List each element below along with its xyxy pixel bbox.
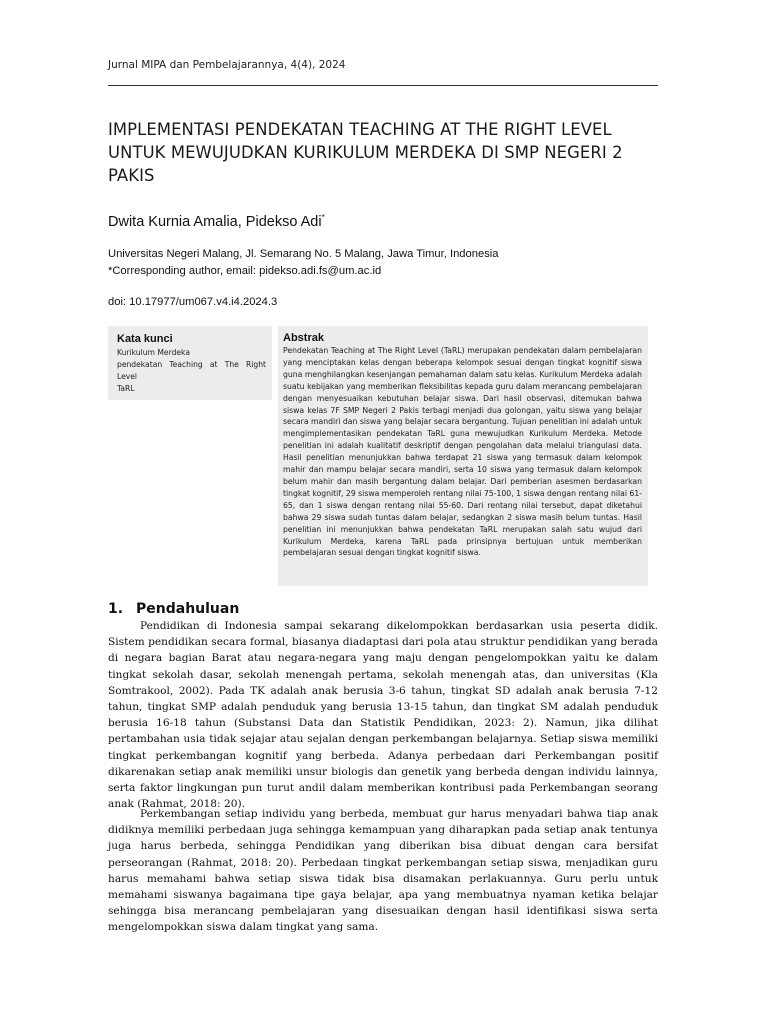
corresponding-mark: * bbox=[321, 213, 325, 222]
doi: doi: 10.17977/um067.v4.i4.2024.3 bbox=[108, 296, 278, 308]
section-heading bbox=[108, 601, 239, 617]
keyword-item: pendekatan Teaching at The Right Level bbox=[117, 360, 266, 381]
affiliation-block bbox=[108, 246, 499, 280]
author-line bbox=[108, 214, 325, 230]
keywords-heading: Kata kunci bbox=[117, 333, 173, 345]
abstract-text: Pendekatan Teaching at The Right Level (TaRL) merupakan pendekatan dalam pembelajaran yang menciptakan kelas dengan beberapa kelompok sesuai dengan tingkat kognitif siswa guna menghilangkan kesenjangan pemahaman dalam satu kelas. Kurikulum Merdeka adalah suatu kebijakan yang memberikan fleksibilitas kepada guru dalam merancang pembelajaran dengan menyesuaikan kebutuhan belajar siswa. Dari hasil observasi, ditemukan bahwa siswa kelas 7F SMP Negeri 2 Pakis terbagi menjadi dua golongan, yaitu siswa yang belajar secara mandiri dan siswa yang belajar secara bergantung. Tujuan penelitian ini adalah untuk mengimplementasikan pendekatan TaRL guna mewujudkan Kurikulum Merdeka. Metode penelitian ini adalah kualitatif deskriptif dengan pengolahan data melalui triangulasi data. Hasil penelitian menunjukkan bahwa terdapat 21 siswa yang termasuk dalam kelompok mahir dan mampu belajar secara mandiri, serta 10 siswa yang termasuk dalam kelompok belum mahir dan masih bergantung dalam belajar. Dari pemberian asesmen berdasarkan tingkat kognitif, 29 siswa memperoleh rentang nilai 75-100, 1 siswa dengan rentang nilai 61-65, dan 1 siswa dengan rentang nilai 55-60. Dari rentang nilai tersebut, dapat diketahui bahwa 29 siswa sudah tuntas dalam belajar, sedangkan 2 siswa masih belum tuntas. Hasil penelitian ini menunjukkan bahwa pendekatan TaRL merupakan salah satu wujud dari Kurikulum Merdeka, karena TaRL pada prinsipnya bertujuan untuk memberikan pembelajaran sesuai dengan tingkat kognitif siswa. bbox=[283, 346, 642, 558]
journal-header: Jurnal MIPA dan Pembelajarannya, 4(4), 2024 bbox=[108, 59, 346, 71]
section-title: Pendahuluan bbox=[136, 601, 240, 617]
section-number: 1. bbox=[108, 601, 124, 617]
body-paragraph-1: Pendidikan di Indonesia sampai sekarang dikelompokkan berdasarkan usia peserta didik. Sistem pendidikan secara formal, biasanya diadaptasi dari pola atau struktur pendidikan yang berada di negara bagian Barat atau negara-negara yang maju dengan pengelompokkan yaitu ke dalam tingkat sekolah dasar, sekolah menengah pertama, sekolah menengah atas, dan universitas (Kla Somtrakool, 2002). Pada TK adalah anak berusia 3-6 tahun, tingkat SD adalah anak berusia 7-12 tahun, tingkat SMP adalah penduduk yang berusia 13-15 tahun, dan tingkat SM adalah penduduk berusia 16-18 tahun (Substansi Data dan Statistik Pendidikan, 2023: 2). Namun, jika dilihat pertambahan usia tidak sejajar atau sejalan dengan perkembangan belajarnya. Setiap siswa memiliki tingkat perkembangan kognitif yang berbeda. Adanya perbedaan dari Perkembangan positif dikarenakan setiap anak memiliki unsur biologis dan genetik yang berbeda dengan individu lainnya, serta faktor lingkungan pun turut andil dalam memberikan kontribusi pada Perkembangan seorang anak (Rahmat, 2018: 20). bbox=[108, 620, 658, 811]
keyword-item: TaRL bbox=[117, 384, 135, 393]
body-paragraph-2: Perkembangan setiap individu yang berbeda, membuat gur harus menyadari bahwa tiap anak didiknya memiliki perbedaan juga sehingga kemampuan yang diharapkan pada setiap anak tentunya juga harus berbeda, sehingga Pendidikan yang diberikan bisa dibuat dengan cara bersifat perseorangan (Rahmat, 2018: 20). Perbedaan tingkat perkembangan setiap siswa, menjadikan guru harus memahami bahwa setiap siswa tidak bisa disamakan perlakuannya. Guru perlu untuk memahami siswanya bagaimana tipe gaya belajar, apa yang membuatnya nyaman ketika belajar sehingga bisa merancang pembelajaran yang disesuaikan dengan hasil identifikasi siswa serta mengelompokkan siswa dalam tingkat yang sama. bbox=[108, 808, 658, 934]
keywords-box bbox=[108, 326, 272, 400]
abstract-heading: Abstrak bbox=[283, 332, 324, 344]
affiliation: Universitas Negeri Malang, Jl. Semarang No. 5 Malang, Jawa Timur, Indonesia bbox=[108, 248, 499, 260]
article-title: IMPLEMENTASI PENDEKATAN TEACHING AT THE RIGHT LEVEL UNTUK MEWUJUDKAN KURIKULUM MERDEKA DI SMP NEGERI 2 PAKIS bbox=[108, 120, 623, 185]
corresponding-author: *Corresponding author, email: pidekso.adi.fs@um.ac.id bbox=[108, 265, 382, 277]
abstract-box bbox=[278, 326, 648, 586]
keyword-item: Kurikulum Merdeka bbox=[117, 348, 190, 357]
header-rule bbox=[108, 85, 658, 86]
author-names: Dwita Kurnia Amalia, Pidekso Adi bbox=[108, 214, 322, 230]
